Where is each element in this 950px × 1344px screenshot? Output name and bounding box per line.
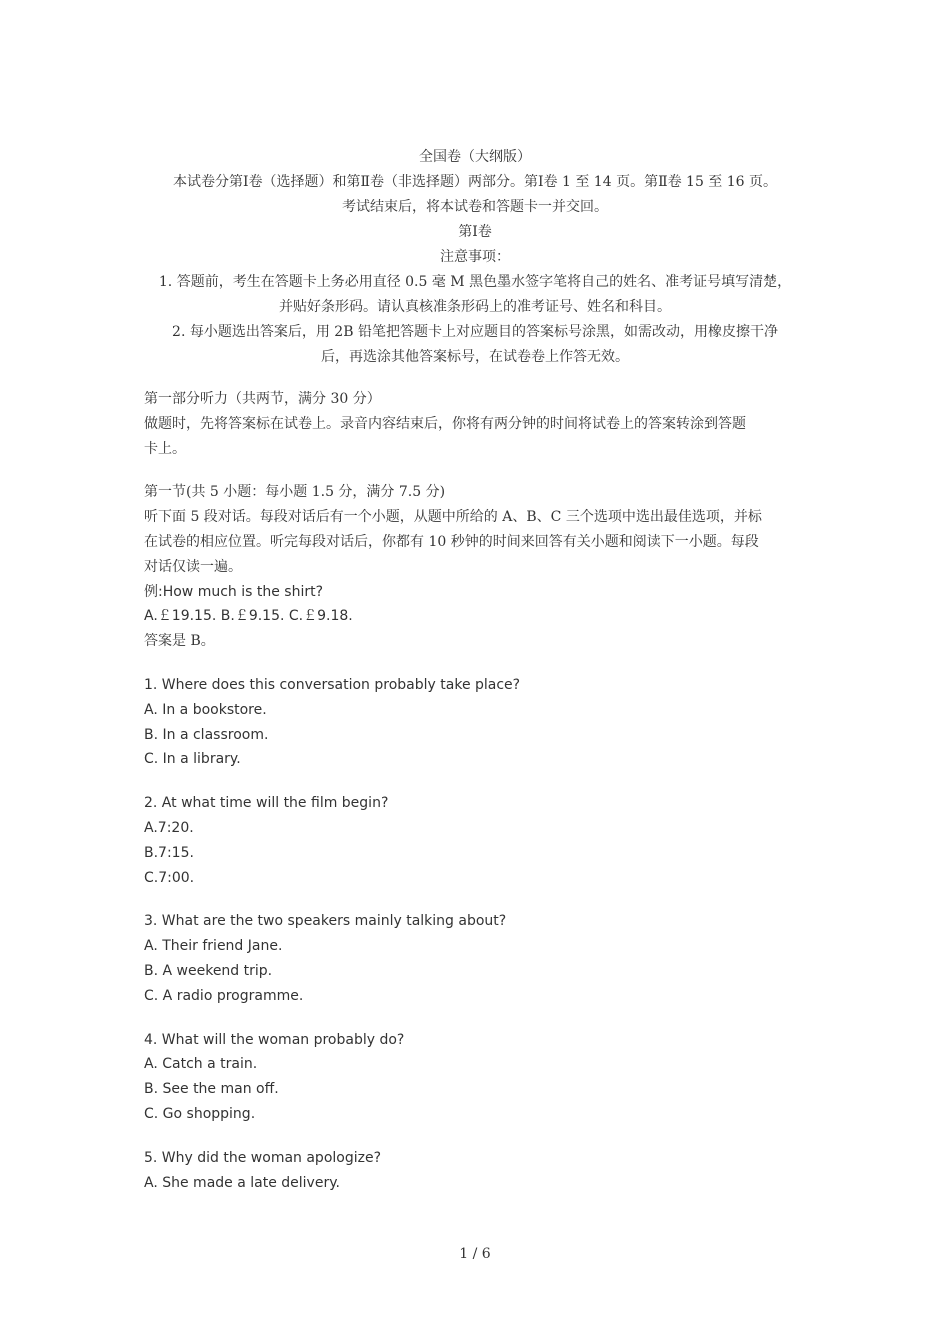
page-number: 1 / 6	[459, 1246, 491, 1262]
exam-intro-line-1: 本试卷分第Ⅰ卷（选择题）和第Ⅱ卷（非选择题）两部分。第Ⅰ卷 1 至 14 页。第Ⅱ卷 15 至 16 页。	[172, 174, 778, 190]
spacer	[144, 461, 809, 480]
question-option: B.7:15.	[144, 844, 194, 861]
question-stem: 1. Where does this conversation probably take place?	[144, 676, 521, 693]
question-5	[144, 1146, 809, 1196]
example-answer: 答案是 B。	[144, 633, 215, 650]
example-question: 例:How much is the shirt?	[144, 583, 324, 600]
question-option: C. A radio programme.	[144, 987, 304, 1004]
spacer	[144, 654, 809, 673]
question-stem: 4. What will the woman probably do?	[144, 1031, 405, 1048]
question-2	[144, 791, 809, 890]
question-option: A.7:20.	[144, 819, 194, 836]
spacer	[144, 1009, 809, 1028]
subsection-1-instruction-line-1: 听下面 5 段对话。每段对话后有一个小题，从题中所给的 A、B、C 三个选项中选出最佳选项，并标	[144, 509, 762, 526]
question-option: C.7:00.	[144, 869, 195, 886]
question-stem: 3. What are the two speakers mainly talking about?	[144, 913, 507, 930]
question-option: A. She made a late delivery.	[144, 1174, 340, 1191]
question-option: C. In a library.	[144, 751, 241, 768]
exam-title: 全国卷（大纲版）	[419, 149, 531, 165]
question-option: B. See the man off.	[144, 1081, 279, 1098]
spacer	[144, 1127, 809, 1146]
part-title: 第Ⅰ卷	[458, 224, 492, 240]
subsection-1-title: 第一节(共 5 小题：每小题 1.5 分，满分 7.5 分)	[144, 484, 446, 501]
exam-intro-line-2: 考试结束后，将本试卷和答题卡一并交回。	[342, 199, 608, 215]
spacer	[144, 890, 809, 909]
subsection-1-instruction-line-2: 在试卷的相应位置。听完每段对话后，你都有 10 秒钟的时间来回答有关小题和阅读下一小题。每段	[144, 533, 759, 550]
note-2-line-2: 后，再选涂其他答案标号，在试卷卷上作答无效。	[321, 349, 629, 365]
question-option: A. Catch a train.	[144, 1056, 258, 1073]
note-2-line-1: 2. 每小题选出答案后，用 2B 铅笔把答题卡上对应题目的答案标号涂黑，如需改动，用橡皮擦干净	[172, 324, 778, 340]
subsection-1	[144, 480, 809, 654]
subsection-1-instruction-line-3: 对话仅读一遍。	[144, 558, 242, 575]
section-1-instruction-line-2: 卡上。	[144, 440, 186, 457]
question-option: A. In a bookstore.	[144, 701, 267, 718]
section-1	[144, 387, 809, 461]
note-1-line-1: 1. 答题前，考生在答题卡上务必用直径 0.5 毫 M 黑色墨水签字笔将自己的姓名、准考证号填写清楚，	[158, 274, 792, 290]
section-1-instruction-line-1: 做题时，先将答案标在试卷上。录音内容结束后，你将有两分钟的时间将试卷上的答案转涂到答题	[144, 415, 746, 432]
question-4	[144, 1028, 809, 1127]
question-3	[144, 909, 809, 1008]
note-1-line-2: 并贴好条形码。请认真核准条形码上的准考证号、姓名和科目。	[279, 299, 671, 315]
question-option: B. In a classroom.	[144, 726, 269, 743]
notes-title: 注意事项：	[440, 249, 510, 265]
exam-header	[140, 145, 810, 370]
question-option: A. Their friend Jane.	[144, 938, 283, 955]
question-option: C. Go shopping.	[144, 1105, 256, 1122]
spacer	[144, 772, 809, 791]
exam-body	[144, 387, 809, 1195]
question-1	[144, 673, 809, 772]
example-options: A.￡19.15. B.￡9.15. C.￡9.18.	[144, 608, 353, 625]
question-stem: 2. At what time will the film begin?	[144, 795, 389, 812]
section-1-title: 第一部分听力（共两节，满分 30 分）	[144, 391, 381, 407]
question-stem: 5. Why did the woman apologize?	[144, 1149, 382, 1166]
question-option: B. A weekend trip.	[144, 962, 273, 979]
